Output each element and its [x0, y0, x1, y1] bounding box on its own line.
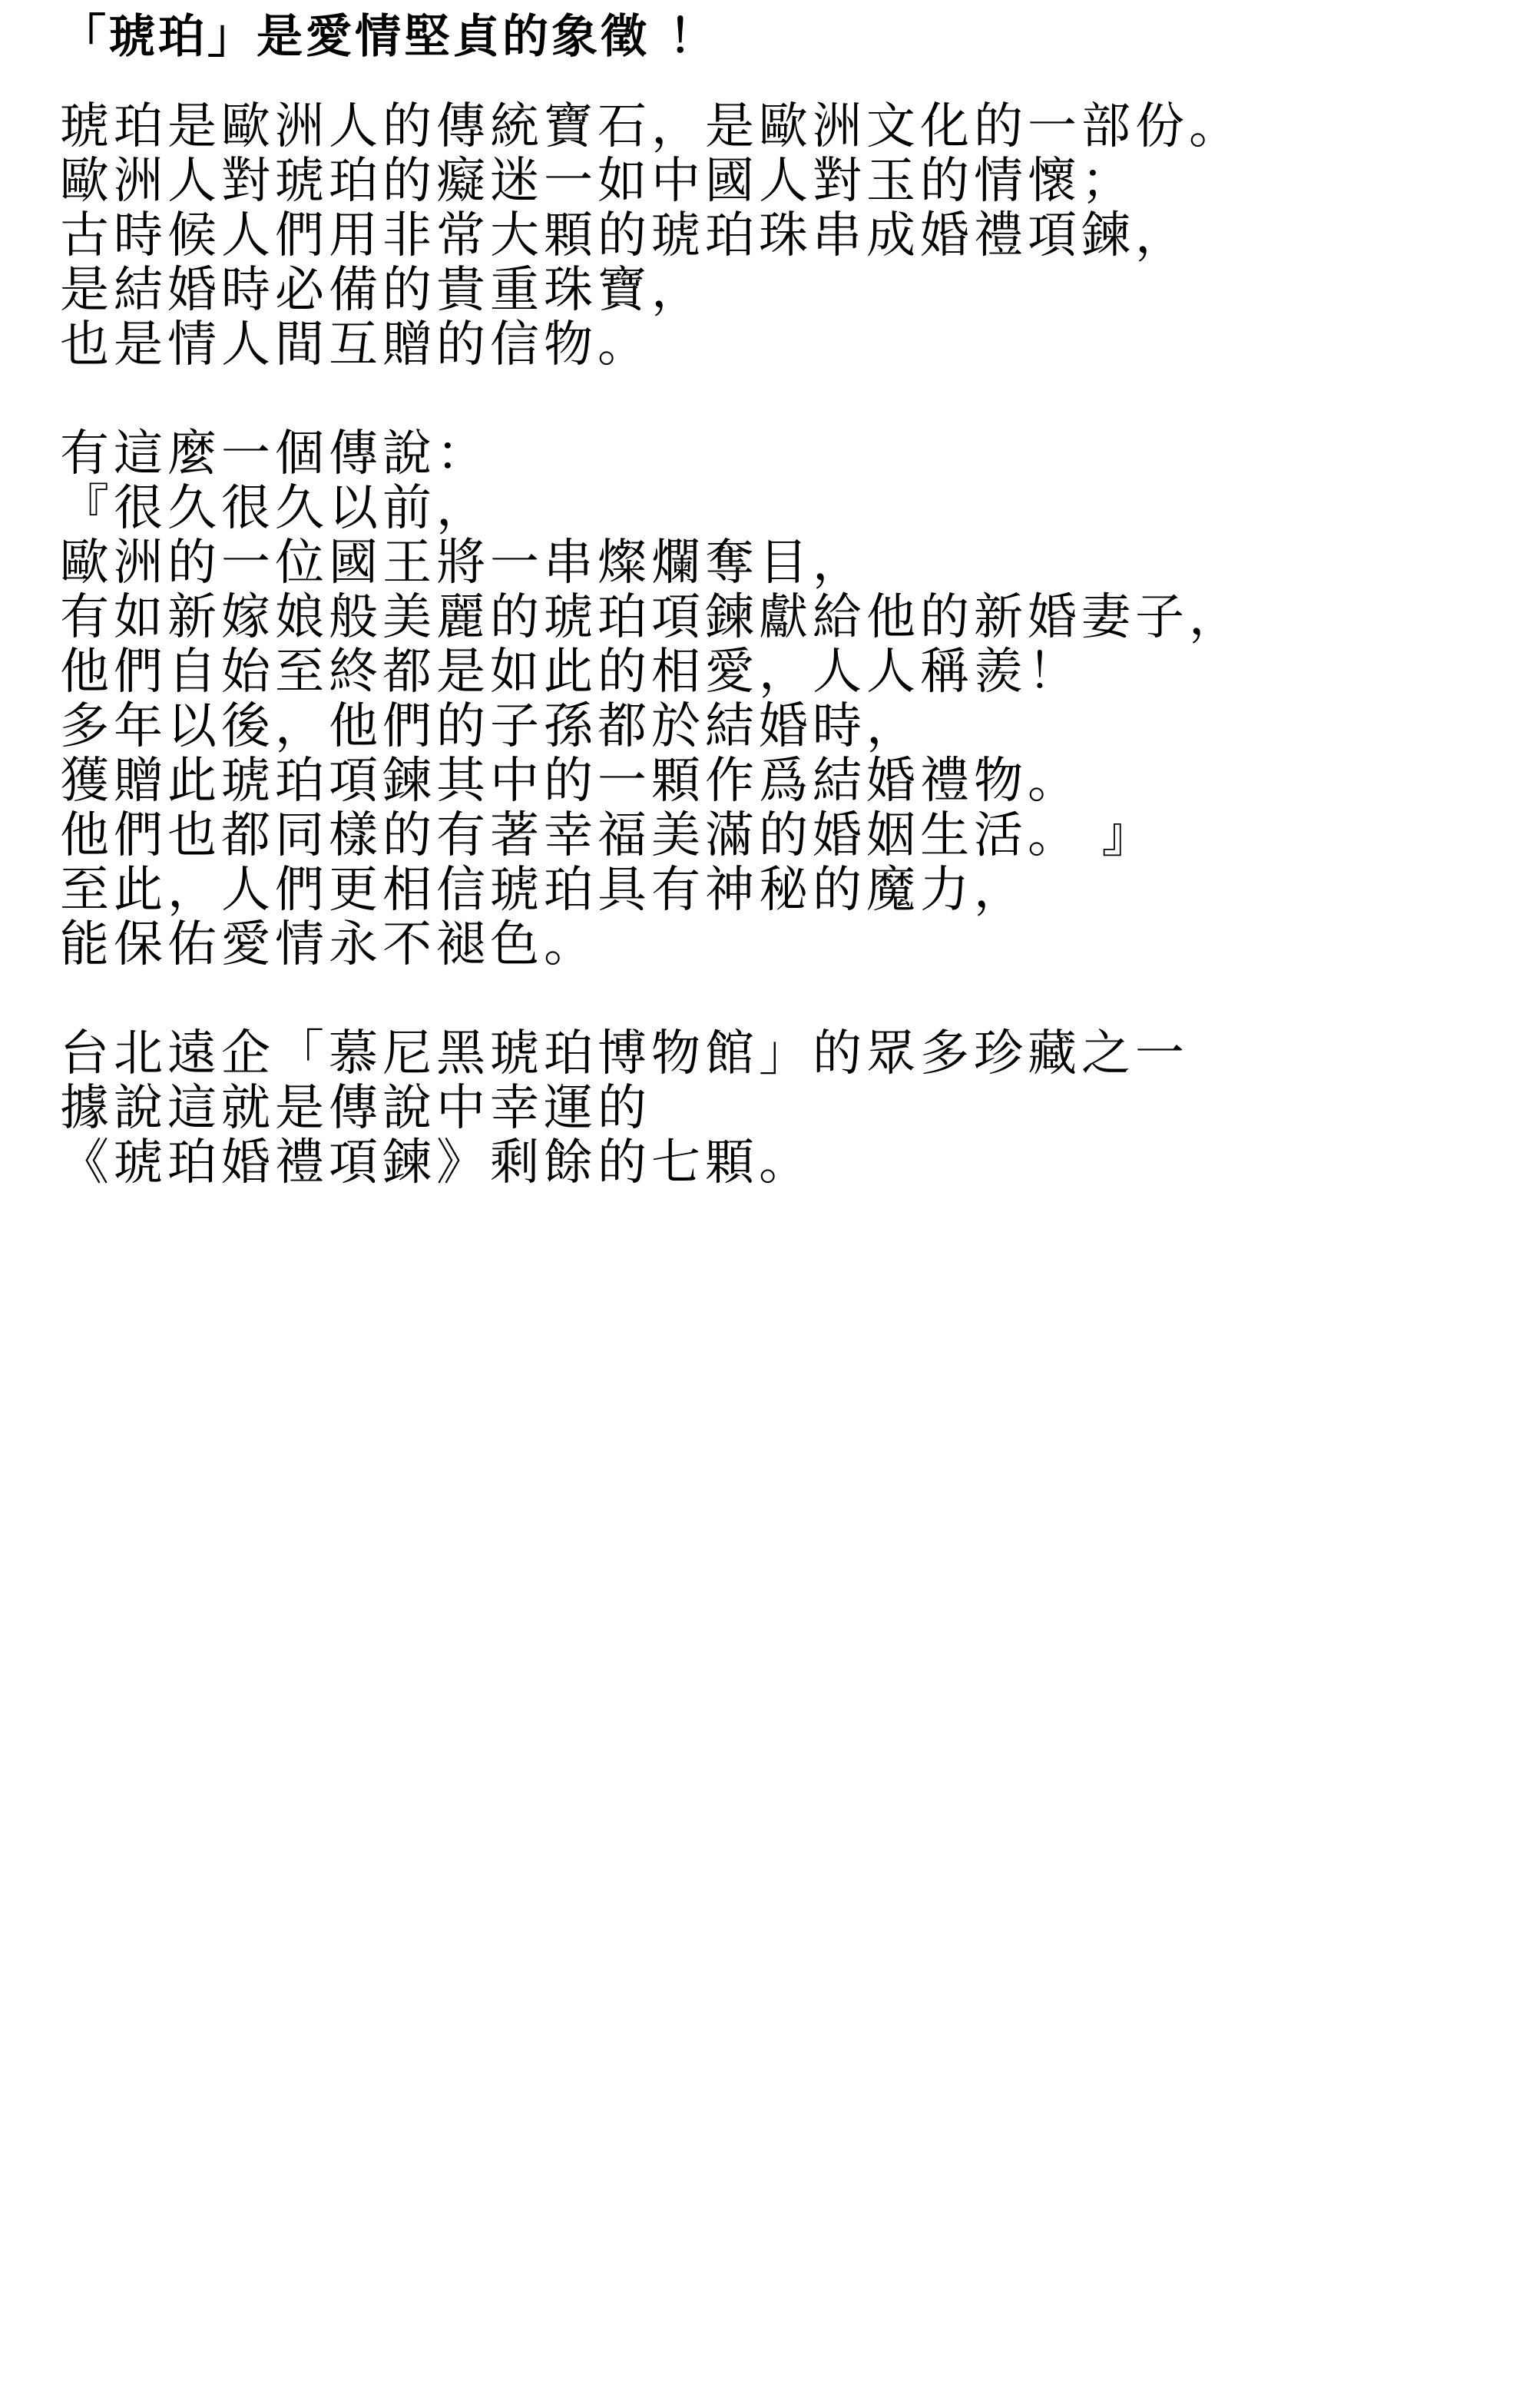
text-line: 他們自始至終都是如此的相愛，人人稱羨！ [60, 644, 1081, 701]
text-line: 獲贈此琥珀項鍊其中的一顆作爲結婚禮物。 [60, 753, 1081, 810]
text-line: 能保佑愛情永不褪色。 [60, 916, 598, 973]
text-line: 古時候人們用非常大顆的琥珀珠串成婚禮項鍊， [60, 207, 1189, 264]
text-line: 台北遠企「慕尼黑琥珀博物館」的眾多珍藏之一 [60, 1025, 1189, 1082]
text-line: 有如新嫁娘般美麗的琥珀項鍊獻給他的新婚妻子， [60, 589, 1243, 646]
text-line: 有這麼一個傳說： [60, 426, 490, 482]
text-line: 『很久很久以前， [60, 480, 490, 537]
text-line: 是結婚時必備的貴重珠寶， [60, 262, 705, 319]
document-title: 「琥珀」是愛情堅貞的象徵 ！ [60, 10, 718, 64]
text-line: 據說這就是傳說中幸運的 [60, 1080, 651, 1137]
text-line: 他們也都同樣的有著幸福美滿的婚姻生活。 』 [60, 807, 1156, 864]
text-line: 歐洲人對琥珀的癡迷一如中國人對玉的情懷； [60, 153, 1135, 210]
text-line: 多年以後，他們的子孫都於結婚時， [60, 698, 920, 755]
text-line: 也是情人間互贈的信物。 [60, 316, 651, 373]
text-line: 至此，人們更相信琥珀具有神秘的魔力， [60, 862, 1028, 919]
text-line: 歐洲的一位國王將一串燦爛奪目， [60, 535, 866, 591]
text-line: 《琥珀婚禮項鍊》剩餘的七顆。 [60, 1134, 813, 1191]
text-line: 琥珀是歐洲人的傳統寶石，是歐洲文化的一部份。 [60, 98, 1243, 155]
